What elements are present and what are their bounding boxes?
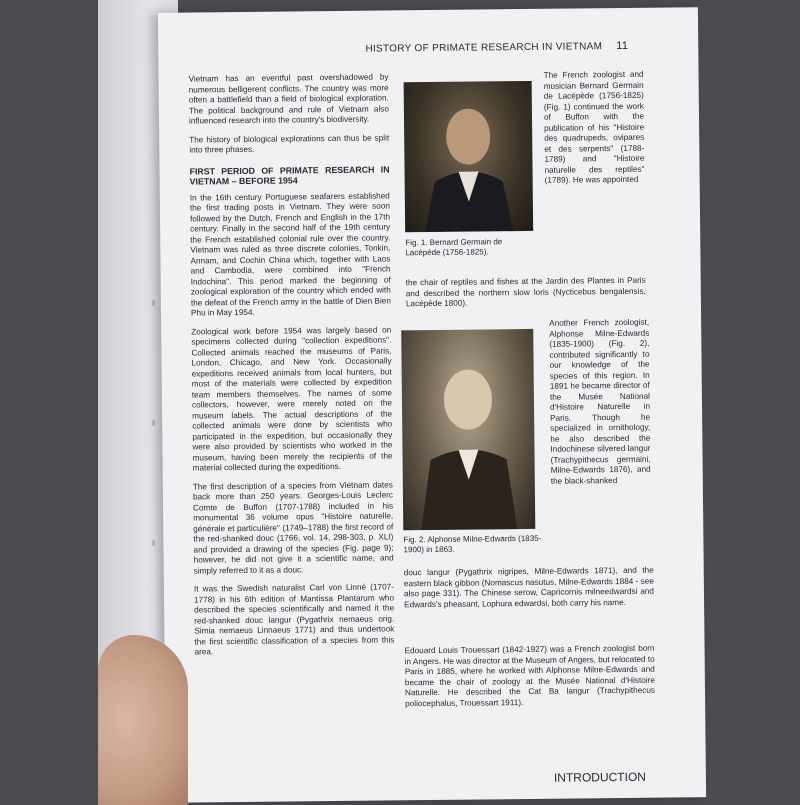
page-number: 11 [616, 39, 629, 53]
binding-ring [152, 300, 155, 306]
portrait-lacepede-image [404, 81, 534, 232]
paragraph: the chair of reptiles and fishes at the Jardin des Plantes in Paris and described the northern slow loris (Nycticebus bengalensis, Lacépède 1800). [405, 275, 646, 309]
left-column [189, 72, 395, 666]
binding-ring [152, 420, 155, 426]
paragraph: It was the Swedish naturalist Carl von Linné (1707-1778) in his 6th edition of Mantissa Plantarum who described the species scientifically and named it the red-shanked douc langur (Pygathrix nemaeus orig. Simia nemaeus Linnaeus 1771) and thus undertook the first scientific classification of a species from this area. [193, 582, 395, 657]
binding-ring [152, 540, 155, 546]
hand-photo-region [98, 635, 188, 805]
book-page [158, 7, 706, 803]
paragraph: The French zoologist and musician Bernard Germain de Lacépède (1756-1825) (Fig. 1) continued the work of Buffon with the publication of his "Histoire des quadrupeds, ovipares et des serpents" (1788-1789) and "Histoire naturelle des reptiles" (1789). He was appointed [543, 69, 645, 185]
paragraph: Zoological work before 1954 was largely based on specimens collected during "collection expeditions". Collected animals reached the museums of Paris, London, Chicago, and New York. Occasionally expeditions received animals from local hunters, but most of the materials were collected by expedition team members themselves. The names of some collectors, however, were merely noted on the museum labels. The actual descriptions of the collected animals were done by scientists who participated in the expedition, but occasionally they were also provided by scientists who worked in the museum, having been merely the recipients of the material collected during the expeditions. [191, 324, 393, 473]
paragraph: Edouard Louis Trouessart (1842-1927) was a French zoologist born in Angers. He was director at the Museum of Angers, but relocated to Paris in 1885, where he worked with Alphonse Milne-Edwards and became the chair of zoology at the Musée National d'Histoire Naturelle. He described the Cat Ba langur (Trachypithecus poliocephalus, Trouessart 1911). [404, 643, 656, 708]
running-header [365, 40, 628, 55]
paragraph: In the 16th century Portuguese seafarers established the first trading posts in Vietnam. They were soon followed by the Dutch, French and English in the 17th century. Finally in the second half of the 19th century the French established colonial rule over the country. Vietnam was ruled as three discrete colonies, Tonkin, Annam, and Cochin China which, together with Laos and Cambodia, were combined into "French Indochina". This period marked the beginning of zoological exploration of the country which ended with the defeat of the French army in the battle of Dien Bien Phu in May 1954. [189, 190, 391, 318]
paragraph: The history of biological explorations can thus be split into three phases. [189, 132, 390, 155]
figure-caption: Fig. 1. Bernard Germain de Lacépède (1756-1825). [405, 237, 503, 258]
portrait-milne-edwards-image [401, 329, 535, 530]
figure-caption: Fig. 2. Alphonse Milne-Edwards (1835-1900) in 1863. [403, 533, 542, 555]
section-footer: INTRODUCTION [553, 769, 646, 785]
section-heading: FIRST PERIOD OF PRIMATE RESEARCH IN VIETNAM – BEFORE 1954 [189, 163, 390, 187]
paragraph: Vietnam has an eventful past overshadowed by numerous belligerent conflicts. The country was more often a battlefield than a field of biological exploration. The political background and rule of Vietnam also influenced research into the country's biodiversity. [188, 72, 389, 126]
paragraph: Another French zoologist, Alphonse Milne-Edwards (1835-1900) (Fig. 2), contributed significantly to our knowledge of the species of this region. In 1891 he became director of the Musée National d'Histoire Naturelle in Paris. Though he specialized in ornithology, he also described the Indochinese silvered langur (Trachypithecus germaini, Milne-Edwards 1876), and the black-shanked [549, 317, 651, 486]
paragraph: The first description of a species from Vietnam dates back more than 250 years. Georges-Louis Leclerc Comte de Buffon (1707-1788) included in his monumental 36 volume opus "Histoire naturelle, générale et particulière" (1749–1788) the first record of the red-shanked douc (1766, vol. 14, 298-303, p. XLI) and provided a drawing of the species (Fig. page 9); however, he did not give it a scientific name, and simply referred to it as a douc. [192, 479, 394, 576]
running-title: HISTORY OF PRIMATE RESEARCH IN VIETNAM [365, 41, 603, 55]
paragraph: douc langur (Pygathrix nigripes, Milne-Edwards 1871), and the eastern black gibbon (Nomascus nasutus, Milne-Edwards 1884 - see also page 331). The Chinese serow, Capricornis milneedwardsi and Edwards's pheasant, Lophura edwardsi, both carry his name. [403, 565, 655, 609]
